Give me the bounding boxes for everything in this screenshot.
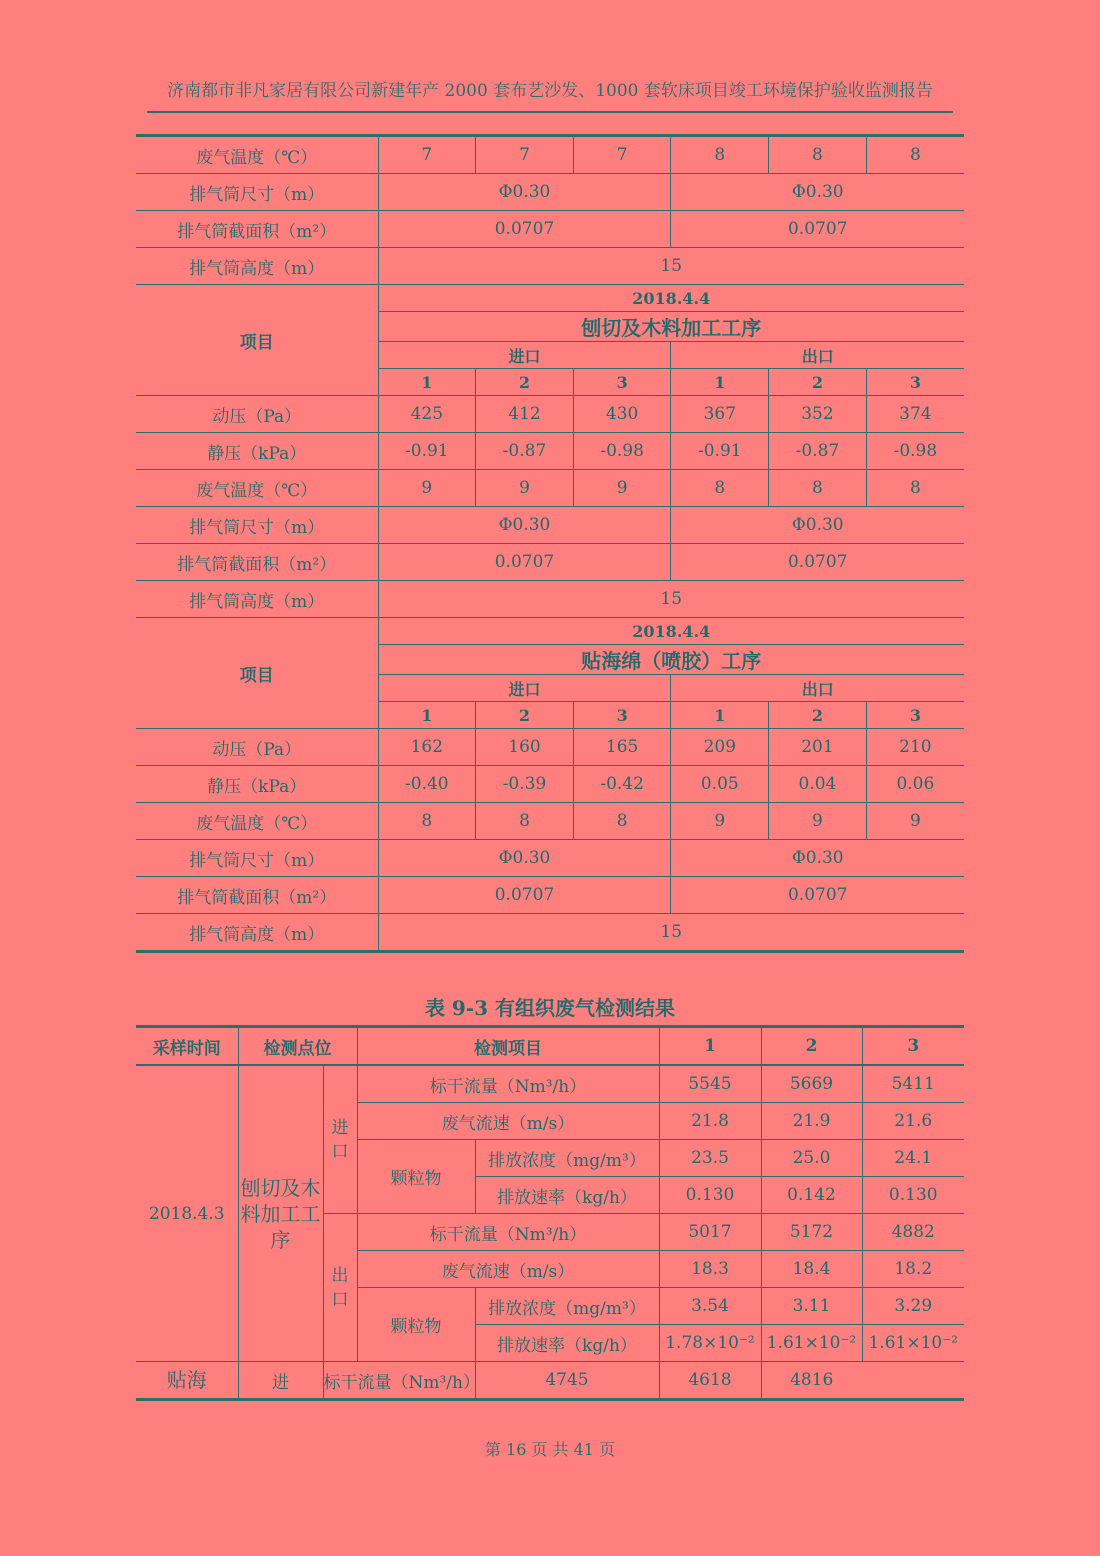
header-divider — [147, 111, 953, 113]
cell: -0.98 — [573, 433, 671, 470]
col-num: 3 — [866, 369, 964, 396]
row-label: 排气筒高度（m） — [136, 248, 378, 285]
organized-exhaust-results-table — [136, 1025, 964, 1401]
row-label: 排气筒高度（m） — [136, 914, 378, 952]
cell: -0.87 — [476, 433, 574, 470]
table-row — [136, 803, 964, 840]
col-num: 1 — [671, 702, 769, 729]
cell: 201 — [769, 729, 867, 766]
row-label: 废气流速（m/s） — [357, 1103, 659, 1140]
col-num: 3 — [573, 702, 671, 729]
process-header: 贴海绵（喷胶）工序 — [378, 645, 964, 675]
table-row — [136, 136, 964, 174]
inlet-label: 进 — [238, 1362, 323, 1400]
table-row — [136, 248, 964, 285]
date-header: 2018.4.4 — [378, 618, 964, 645]
cell: 160 — [476, 729, 574, 766]
cell: 8 — [866, 136, 964, 174]
cell: 4816 — [761, 1362, 862, 1400]
cell: Φ0.30 — [671, 507, 964, 544]
cell: 25.0 — [761, 1140, 862, 1177]
cell: 0.0707 — [671, 544, 964, 581]
sampling-date: 2018.4.3 — [136, 1065, 238, 1362]
cell: 0.0707 — [671, 877, 964, 914]
inlet-label: 进口 — [323, 1065, 357, 1214]
table-row — [136, 877, 964, 914]
cell: 0.05 — [671, 766, 769, 803]
table-row — [136, 914, 964, 952]
row-label: 静压（kPa） — [136, 433, 378, 470]
cell: 8 — [671, 136, 769, 174]
cell: 209 — [671, 729, 769, 766]
header-col-3: 3 — [862, 1027, 964, 1066]
cell: Φ0.30 — [378, 840, 671, 877]
row-label: 标干流量（Nm³/h） — [357, 1214, 659, 1251]
exhaust-parameters-table — [136, 134, 964, 953]
table-row — [136, 174, 964, 211]
row-label: 静压（kPa） — [136, 766, 378, 803]
col-num: 3 — [573, 369, 671, 396]
cell: -0.40 — [378, 766, 476, 803]
row-label: 废气温度（℃） — [136, 803, 378, 840]
table-header-row — [136, 1027, 964, 1066]
cell: 210 — [866, 729, 964, 766]
cell: 0.0707 — [671, 211, 964, 248]
cell: 374 — [866, 396, 964, 433]
process-name: 贴海 — [136, 1362, 238, 1400]
cell: 9 — [378, 470, 476, 507]
cell: 412 — [476, 396, 574, 433]
cell: 1.78×10⁻² — [659, 1325, 761, 1362]
cell: 18.3 — [659, 1251, 761, 1288]
cell: 4882 — [862, 1214, 964, 1251]
cell: Φ0.30 — [671, 840, 964, 877]
cell: Φ0.30 — [378, 507, 671, 544]
item-header: 项目 — [136, 618, 378, 729]
header-col-1: 1 — [659, 1027, 761, 1066]
table-row — [136, 396, 964, 433]
cell: -0.98 — [866, 433, 964, 470]
cell: 24.1 — [862, 1140, 964, 1177]
cell: 15 — [378, 914, 964, 952]
col-num: 2 — [769, 702, 867, 729]
cell: Φ0.30 — [378, 174, 671, 211]
cell: 23.5 — [659, 1140, 761, 1177]
cell: 5545 — [659, 1065, 761, 1103]
table-row — [136, 507, 964, 544]
cell: 9 — [476, 470, 574, 507]
cell: -0.39 — [476, 766, 574, 803]
row-label: 废气温度（℃） — [136, 470, 378, 507]
row-label: 动压（Pa） — [136, 729, 378, 766]
cell: 3.29 — [862, 1288, 964, 1325]
table-row — [136, 211, 964, 248]
table-row — [136, 470, 964, 507]
particle-label: 颗粒物 — [357, 1288, 475, 1362]
cell: 8 — [378, 803, 476, 840]
outlet-header: 出口 — [671, 675, 964, 702]
cell: 9 — [769, 803, 867, 840]
cell: 1.61×10⁻² — [862, 1325, 964, 1362]
cell: 15 — [378, 581, 964, 618]
cell: 8 — [476, 803, 574, 840]
cell: 5172 — [761, 1214, 862, 1251]
cell: 0.142 — [761, 1177, 862, 1214]
cell: 367 — [671, 396, 769, 433]
cell: 162 — [378, 729, 476, 766]
cell: 0.0707 — [378, 211, 671, 248]
process-name: 刨切及木料加工工序 — [238, 1065, 323, 1362]
col-num: 2 — [476, 702, 574, 729]
table-row — [136, 618, 964, 645]
col-num: 2 — [476, 369, 574, 396]
row-label: 排放速率（kg/h） — [475, 1325, 659, 1362]
cell: 9 — [671, 803, 769, 840]
particle-label: 颗粒物 — [357, 1140, 475, 1214]
cell: 430 — [573, 396, 671, 433]
page-number: 第 16 页 共 41 页 — [484, 1440, 616, 1459]
cell: 8 — [671, 470, 769, 507]
cell: 0.0707 — [378, 877, 671, 914]
header-item: 检测项目 — [357, 1027, 659, 1066]
cell: -0.87 — [769, 433, 867, 470]
cell: 0.04 — [769, 766, 867, 803]
row-label: 排气筒尺寸（m） — [136, 840, 378, 877]
cell: 8 — [769, 470, 867, 507]
cell: 8 — [866, 470, 964, 507]
table-row — [136, 544, 964, 581]
cell: 7 — [476, 136, 574, 174]
cell: 9 — [573, 470, 671, 507]
row-label: 排气筒高度（m） — [136, 581, 378, 618]
row-label: 废气流速（m/s） — [357, 1251, 659, 1288]
cell: 4745 — [475, 1362, 659, 1400]
cell: 0.130 — [659, 1177, 761, 1214]
col-num: 1 — [378, 369, 476, 396]
cell: 9 — [866, 803, 964, 840]
table-row — [136, 285, 964, 312]
table-row — [136, 729, 964, 766]
report-header: 济南都市非凡家居有限公司新建年产 2000 套布艺沙发、1000 套软床项目竣工环境保护验收监测报告 — [167, 81, 933, 101]
row-label: 排气筒尺寸（m） — [136, 507, 378, 544]
inlet-header: 进口 — [378, 675, 671, 702]
row-label: 排放速率（kg/h） — [475, 1177, 659, 1214]
cell: 21.6 — [862, 1103, 964, 1140]
row-label: 排气筒截面积（m²） — [136, 877, 378, 914]
cell: 0.06 — [866, 766, 964, 803]
table-row — [136, 840, 964, 877]
cell: 21.9 — [761, 1103, 862, 1140]
header-col-2: 2 — [761, 1027, 862, 1066]
cell: -0.91 — [378, 433, 476, 470]
row-label: 排放浓度（mg/m³） — [475, 1288, 659, 1325]
table-row — [136, 766, 964, 803]
cell: 5411 — [862, 1065, 964, 1103]
col-num: 3 — [866, 702, 964, 729]
row-label: 排放浓度（mg/m³） — [475, 1140, 659, 1177]
cell: 7 — [573, 136, 671, 174]
row-label: 废气温度（℃） — [136, 136, 378, 174]
cell: -0.42 — [573, 766, 671, 803]
cell: 3.11 — [761, 1288, 862, 1325]
outlet-label: 出口 — [323, 1214, 357, 1362]
cell: 165 — [573, 729, 671, 766]
table-row — [136, 1362, 964, 1400]
cell: 5669 — [761, 1065, 862, 1103]
cell: 18.4 — [761, 1251, 862, 1288]
item-header: 项目 — [136, 285, 378, 396]
cell: 8 — [769, 136, 867, 174]
row-label: 排气筒截面积（m²） — [136, 211, 378, 248]
header-point: 检测点位 — [238, 1027, 357, 1066]
cell: 7 — [378, 136, 476, 174]
cell: 5017 — [659, 1214, 761, 1251]
cell: -0.91 — [671, 433, 769, 470]
cell: 425 — [378, 396, 476, 433]
row-label: 排气筒截面积（m²） — [136, 544, 378, 581]
row-label: 标干流量（Nm³/h） — [357, 1065, 659, 1103]
cell: 15 — [378, 248, 964, 285]
inlet-header: 进口 — [378, 342, 671, 369]
row-label: 动压（Pa） — [136, 396, 378, 433]
table-row — [136, 433, 964, 470]
row-label: 排气筒尺寸（m） — [136, 174, 378, 211]
header-time: 采样时间 — [136, 1027, 238, 1066]
table-row — [136, 581, 964, 618]
col-num: 1 — [671, 369, 769, 396]
row-label: 标干流量（Nm³/h） — [323, 1362, 475, 1400]
cell: 1.61×10⁻² — [761, 1325, 862, 1362]
cell: 352 — [769, 396, 867, 433]
cell: Φ0.30 — [671, 174, 964, 211]
cell: 8 — [573, 803, 671, 840]
cell: 21.8 — [659, 1103, 761, 1140]
cell: 0.0707 — [378, 544, 671, 581]
col-num: 1 — [378, 702, 476, 729]
cell: 3.54 — [659, 1288, 761, 1325]
table-row — [136, 1065, 964, 1103]
table-title: 表 9-3 有组织废气检测结果 — [424, 996, 676, 1020]
cell: 0.130 — [862, 1177, 964, 1214]
process-header: 刨切及木料加工工序 — [378, 312, 964, 342]
outlet-header: 出口 — [671, 342, 964, 369]
cell: 18.2 — [862, 1251, 964, 1288]
cell: 4618 — [659, 1362, 761, 1400]
col-num: 2 — [769, 369, 867, 396]
date-header: 2018.4.4 — [378, 285, 964, 312]
